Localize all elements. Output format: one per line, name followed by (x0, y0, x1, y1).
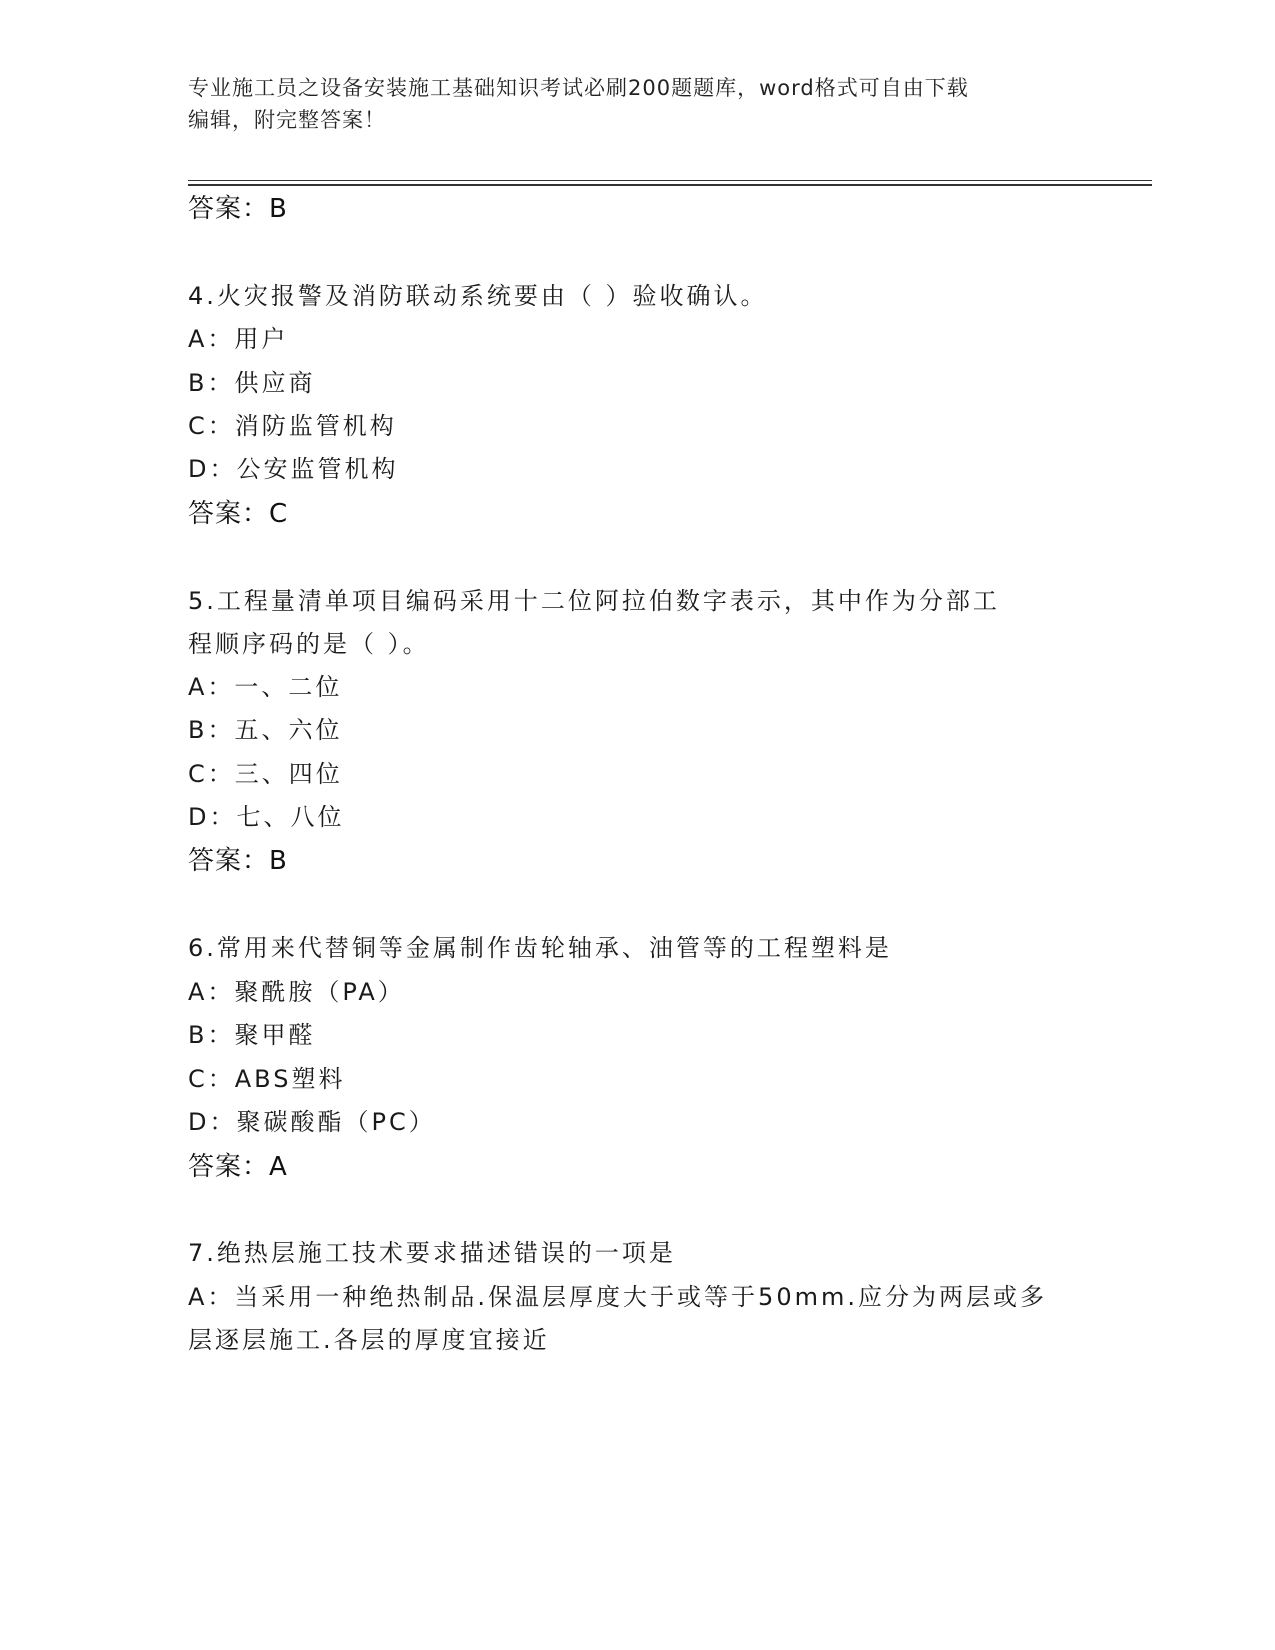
question-5-option-d: D：七、八位 (188, 803, 345, 831)
question-5-option-c: C：三、四位 (188, 760, 343, 788)
question-5-option-b: B：五、六位 (188, 716, 343, 744)
question-7-option-a-line-2: 层逐层施工.各层的厚度宜接近 (188, 1326, 550, 1354)
question-5-option-a: A：一、二位 (188, 673, 343, 701)
question-4-option-a: A：用户 (188, 325, 289, 353)
question-5-answer: 答案：B (188, 846, 288, 876)
question-6-option-a: A：聚酰胺（PA） (188, 978, 405, 1006)
question-4-option-c: C：消防监管机构 (188, 412, 397, 440)
question-5-stem-line-2: 程顺序码的是（ ）。 (188, 630, 430, 658)
question-6-option-c: C：ABS塑料 (188, 1065, 346, 1093)
header-line-2: 编辑，附完整答案！ (188, 108, 386, 132)
question-7-option-a-line-1: A：当采用一种绝热制品.保温层厚度大于或等于50mm.应分为两层或多 (188, 1283, 1047, 1311)
answer-prev: 答案：B (188, 194, 288, 224)
question-6-stem: 6.常用来代替铜等金属制作齿轮轴承、油管等的工程塑料是 (188, 934, 892, 962)
header-line-1: 专业施工员之设备安装施工基础知识考试必刷200题题库，word格式可自由下载 (188, 76, 969, 100)
header-divider-thick (188, 184, 1152, 186)
question-5-stem-line-1: 5.工程量清单项目编码采用十二位阿拉伯数字表示，其中作为分部工 (188, 587, 1000, 615)
question-4-answer: 答案：C (188, 499, 289, 529)
question-6-option-d: D：聚碳酸酯（PC） (188, 1108, 436, 1136)
question-4-option-d: D：公安监管机构 (188, 455, 399, 483)
question-4-option-b: B：供应商 (188, 369, 316, 397)
question-6-option-b: B：聚甲醛 (188, 1021, 316, 1049)
document-header (188, 72, 1088, 136)
question-6-answer: 答案：A (188, 1152, 288, 1182)
question-4-stem: 4.火灾报警及消防联动系统要由（ ）验收确认。 (188, 282, 768, 310)
question-7-stem: 7.绝热层施工技术要求描述错误的一项是 (188, 1239, 676, 1267)
header-divider-thin (188, 180, 1152, 181)
